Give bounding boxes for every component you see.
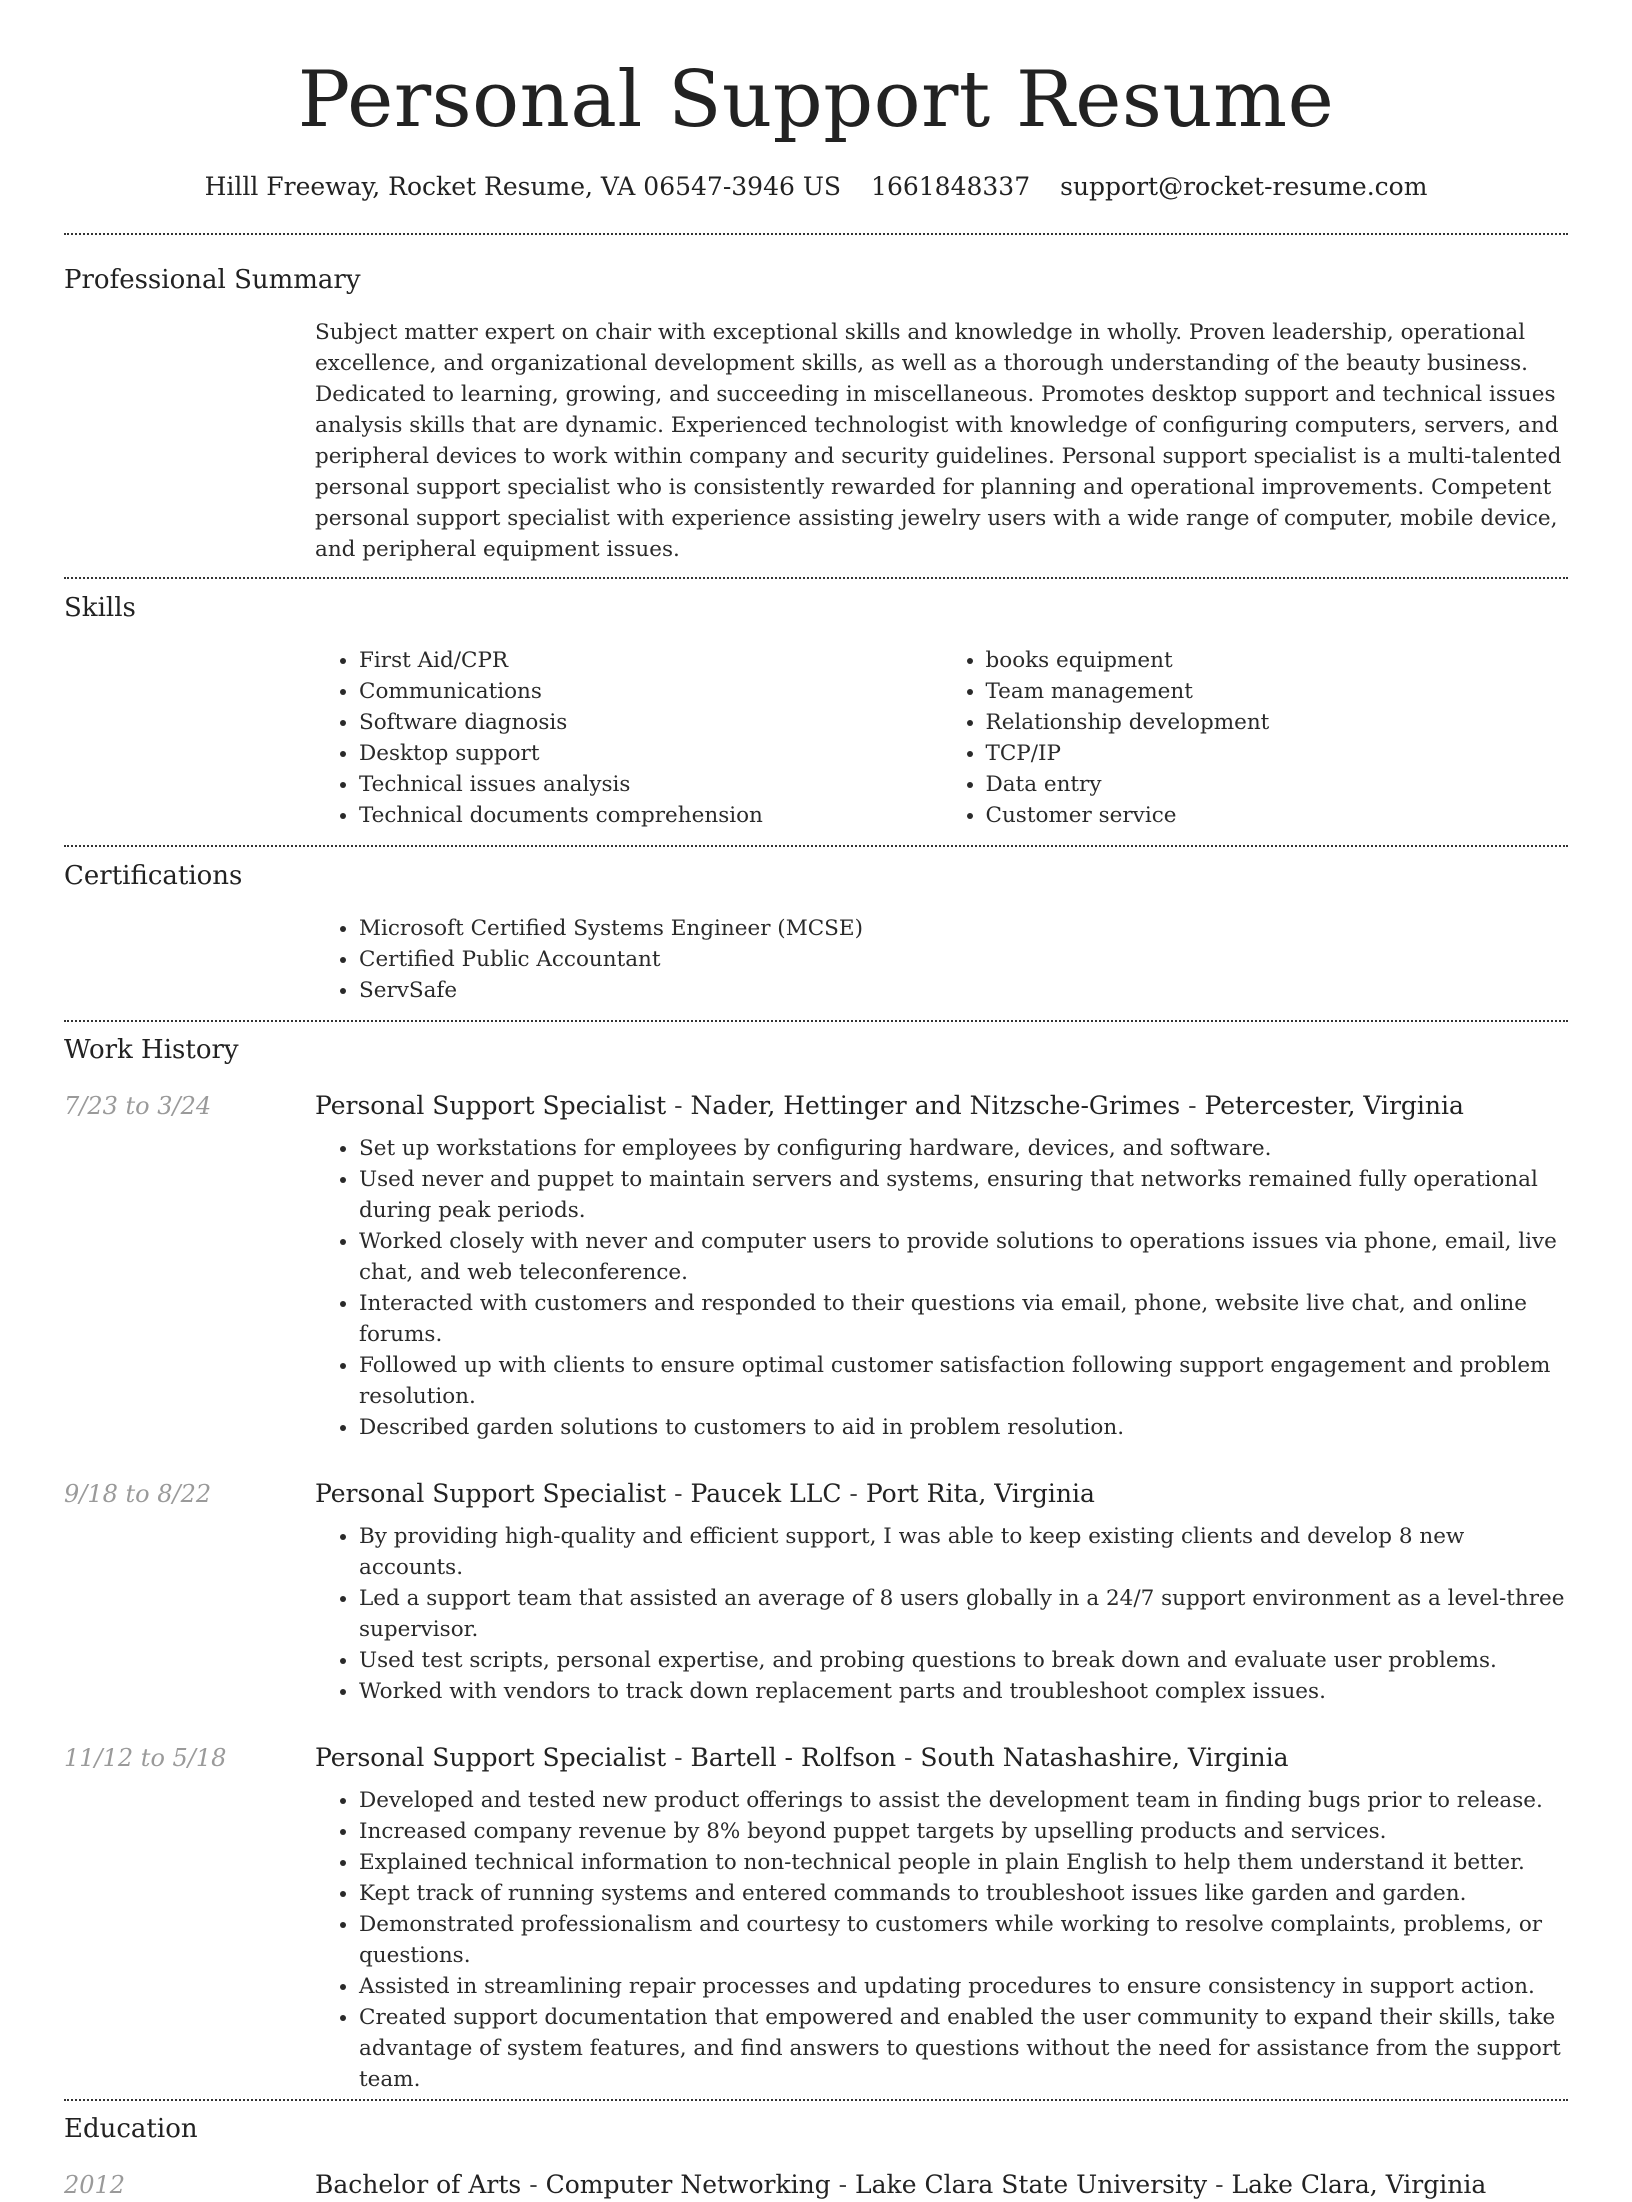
contact-address: Hilll Freeway, Rocket Resume, VA 06547-3946 US <box>204 172 842 201</box>
skill-item: • books equipment <box>986 645 1569 676</box>
job-bullet: • Described garden solutions to customers to aid in problem resolution. <box>359 1412 1568 1443</box>
certifications-section <box>64 847 1568 1006</box>
job-dates: 9/18 to 8/22 <box>64 1480 212 1508</box>
education-entry <box>64 2168 1568 2202</box>
job-role: Personal Support Specialist <box>315 1479 667 1508</box>
job-bullet: • Developed and tested new product offerings to assist the development team in finding bugs prior to release. <box>359 1785 1568 1816</box>
job-bullet: • Created support documentation that empowered and enabled the user community to expand their skills, take advantage of system features, and find answers to questions without the need for assistance from the support team. <box>359 2002 1568 2095</box>
education-heading: Education <box>64 2114 198 2144</box>
work-history-heading: Work History <box>64 1035 239 1065</box>
education-heading-line <box>315 2168 1568 2202</box>
job-bullet: • Explained technical information to non-technical people in plain English to help them understand it better. <box>359 1847 1568 1878</box>
job-bullet: • Worked closely with never and computer users to provide solutions to operations issues via phone, email, live chat, and web teleconference. <box>359 1226 1568 1288</box>
job-location: Port Rita, Virginia <box>865 1479 1095 1508</box>
job-bullet: • Worked with vendors to track down replacement parts and troubleshoot complex issues. <box>359 1676 1568 1707</box>
job-company: Bartell - Rolfson <box>690 1743 897 1772</box>
job-bullet: • By providing high-quality and efficient support, I was able to keep existing clients and develop 8 new accounts. <box>359 1521 1568 1583</box>
job-entry <box>64 1477 1568 1707</box>
summary-section <box>64 235 1568 565</box>
job-separator: - <box>1180 1091 1205 1120</box>
education-separator: - <box>1207 2170 1232 2199</box>
job-heading <box>315 1089 1568 1123</box>
skill-item: • Customer service <box>986 800 1569 831</box>
certifications-heading: Certifications <box>64 861 243 891</box>
job-role: Personal Support Specialist <box>315 1743 667 1772</box>
certification-item: • Microsoft Certified Systems Engineer (MCSE) <box>359 913 1568 944</box>
job-entry <box>64 1741 1568 2095</box>
job-bullet: • Assisted in streamlining repair processes and updating procedures to ensure consistency in support action. <box>359 1971 1568 2002</box>
work-history-section <box>64 1022 1568 2095</box>
job-location: South Natashashire, Virginia <box>920 1743 1289 1772</box>
certifications-content <box>315 913 1568 1006</box>
job-entry <box>64 1089 1568 1443</box>
job-separator: - <box>666 1479 691 1508</box>
skill-item: • First Aid/CPR <box>359 645 942 676</box>
skill-item: • Relationship development <box>986 707 1569 738</box>
job-bullet: • Used test scripts, personal expertise, and probing questions to break down and evaluate user problems. <box>359 1645 1568 1676</box>
job-body <box>315 1477 1568 1707</box>
job-body <box>315 1089 1568 1443</box>
job-bullet: • Kept track of running systems and entered commands to troubleshoot issues like garden and garden. <box>359 1878 1568 1909</box>
contact-email: support@rocket-resume.com <box>1060 172 1428 201</box>
skill-item: • Technical issues analysis <box>359 769 942 800</box>
job-separator: - <box>666 1743 691 1772</box>
skills-list-right <box>942 645 1569 831</box>
summary-text: Subject matter expert on chair with exceptional skills and knowledge in wholly. Proven leadership, operational excellence, and organizational development skills, as well as a thorough understanding of the beauty business. Dedicated to learning, growing, and succeeding in miscellaneous. Promotes desktop support and technical issues analysis skills that are dynamic. Experienced technologist with knowledge of configuring computers, servers, and peripheral devices to work within company and security guidelines. Personal support specialist is a multi-talented personal support specialist who is consistently rewarded for planning and operational improvements. Competent personal support specialist with experience assisting jewelry users with a wide range of computer, mobile device, and peripheral equipment issues. <box>315 320 1562 562</box>
skills-section <box>64 579 1568 831</box>
job-bullet: • Increased company revenue by 8% beyond puppet targets by upselling products and services. <box>359 1816 1568 1847</box>
certification-item: • Certified Public Accountant <box>359 944 1568 975</box>
skills-list-left <box>315 645 942 831</box>
job-bullet: • Interacted with customers and responded to their questions via email, phone, website live chat, and online forums. <box>359 1288 1568 1350</box>
job-bullets <box>315 1521 1568 1707</box>
education-year: 2012 <box>64 2171 126 2199</box>
contact-phone: 1661848337 <box>871 172 1031 201</box>
job-bullets <box>315 1785 1568 2095</box>
job-bullet: • Led a support team that assisted an average of 8 users globally in a 24/7 support environment as a level-three supervisor. <box>359 1583 1568 1645</box>
job-bullet: • Demonstrated professionalism and courtesy to customers while working to resolve complaints, problems, or questions. <box>359 1909 1568 1971</box>
contact-line <box>64 170 1568 204</box>
job-heading <box>315 1741 1568 1775</box>
education-separator: - <box>830 2170 856 2199</box>
job-dates: 7/23 to 3/24 <box>64 1092 212 1120</box>
job-bullets <box>315 1133 1568 1443</box>
skill-item: • Data entry <box>986 769 1569 800</box>
job-separator: - <box>841 1479 866 1508</box>
education-degree: Bachelor of Arts <box>315 2170 522 2199</box>
job-location: Petercester, Virginia <box>1204 1091 1464 1120</box>
job-company: Nader, Hettinger and Nitzsche-Grimes <box>690 1091 1181 1120</box>
job-bullet: • Followed up with clients to ensure optimal customer satisfaction following support engagement and problem resolution. <box>359 1350 1568 1412</box>
skill-item: • Technical documents comprehension <box>359 800 942 831</box>
skills-content <box>315 645 1568 831</box>
skill-item: • Team management <box>986 676 1569 707</box>
skills-heading: Skills <box>64 593 136 623</box>
resume-title: Personal Support Resume <box>297 55 1335 145</box>
job-body <box>315 1741 1568 2095</box>
job-role: Personal Support Specialist <box>315 1091 667 1120</box>
summary-content <box>315 317 1568 565</box>
job-separator: - <box>666 1091 691 1120</box>
skill-item: • Communications <box>359 676 942 707</box>
resume-page <box>64 0 1568 2202</box>
job-bullet: • Used never and puppet to maintain servers and systems, ensuring that networks remained fully operational during peak periods. <box>359 1164 1568 1226</box>
skill-item: • Desktop support <box>359 738 942 769</box>
education-school: Lake Clara State University <box>855 2170 1208 2199</box>
education-field: Computer Networking <box>545 2170 831 2199</box>
certifications-list <box>315 913 1568 1006</box>
skill-item: • TCP/IP <box>986 738 1569 769</box>
education-separator: - <box>521 2170 546 2199</box>
education-body <box>315 2168 1568 2202</box>
skill-item: • Software diagnosis <box>359 707 942 738</box>
job-dates: 11/12 to 5/18 <box>64 1744 227 1772</box>
education-location: Lake Clara, Virginia <box>1231 2170 1487 2199</box>
job-heading <box>315 1477 1568 1511</box>
certification-item: • ServSafe <box>359 975 1568 1006</box>
job-bullet: • Set up workstations for employees by configuring hardware, devices, and software. <box>359 1133 1568 1164</box>
job-company: Paucek LLC <box>690 1479 842 1508</box>
job-separator: - <box>896 1743 921 1772</box>
summary-heading: Professional Summary <box>64 265 361 295</box>
education-section <box>64 2101 1568 2202</box>
